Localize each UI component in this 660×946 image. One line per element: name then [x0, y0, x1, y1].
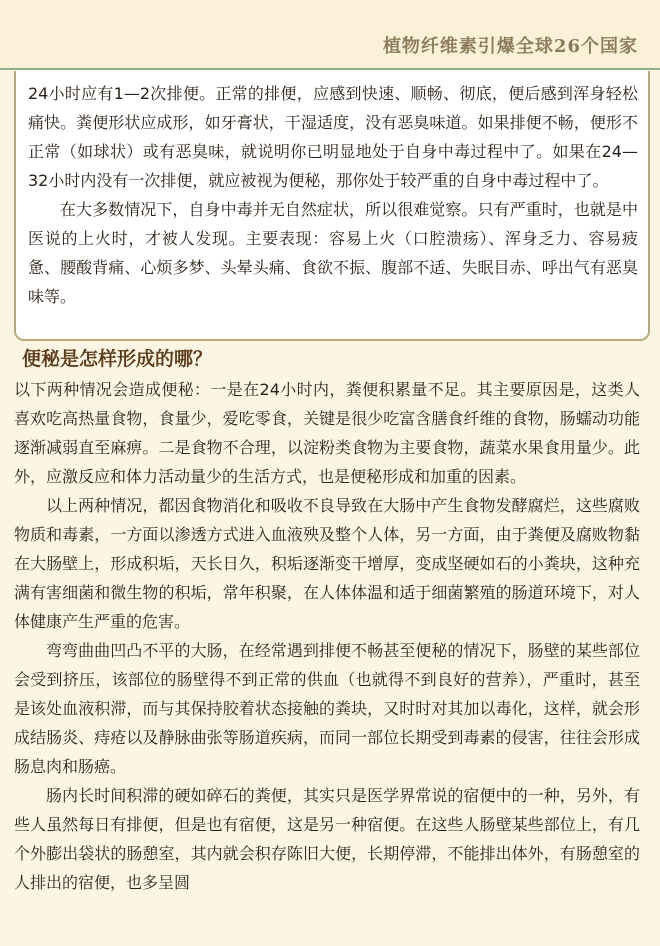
header-divider	[0, 68, 660, 70]
intro-paragraph: 在大多数情况下，自身中毒并无自然症状，所以很难觉察。只有严重时，也就是中医说的上火时，才被人发现。主要表现：容易上火（口腔溃疡）、浑身乏力、容易疲惫、腰酸背痛、心烦多梦、头晕头痛、食欲不振、腹部不适、失眠目赤、呼出气有恶臭味等。	[28, 200, 638, 306]
body-paragraph: 肠内长时间积滞的硬如碎石的粪便，其实只是医学界常说的宿便中的一种，另外，有些人虽然每日有排便，但是也有宿便，这是另一种宿便。在这些人肠壁某些部位上，有几个外膨出袋状的肠憩室，其内就会积存陈旧大便，长期停滞，不能排出体外，有肠憩室的人排出的宿便，也多呈圆	[14, 786, 640, 892]
body-paragraph: 弯弯曲曲凹凸不平的大肠，在经常遇到排便不畅甚至便秘的情况下，肠壁的某些部位会受到挤压，该部位的肠壁得不到正常的供血（也就得不到良好的营养），严重时，甚至是该处血液积滞，而与其保持胶着状态接触的粪块，又时时对其加以毒化，这样，就会形成结肠炎、痔疮以及静脉曲张等肠道疾病，而同一部位长期受到毒素的侵害，往往会形成肠息肉和肠癌。	[14, 641, 640, 776]
intro-panel	[14, 71, 650, 341]
intro-paragraph: 24小时应有1—2次排便。正常的排便，应感到快速、顺畅、彻底，便后感到浑身轻松痛快。粪便形状应成形，如牙膏状，干湿适度，没有恶臭味道。如果排便不畅，便形不正常（如球状）或有恶臭味，就说明你已明显地处于自身中毒过程中了。如果在24—32小时内没有一次排便，就应被视为便秘，那你处于较严重的自身中毒过程中了。	[28, 84, 638, 190]
body-paragraph: 以下两种情况会造成便秘：一是在24小时内，粪便积累量不足。其主要原因是，这类人喜欢吃高热量食物，食量少，爱吃零食，关键是很少吃富含膳食纤维的食物，肠蠕动功能逐渐减弱直至麻痹。二是食物不合理，以淀粉类食物为主要食物，蔬菜水果食用量少。此外，应激反应和体力活动量少的生活方式，也是便秘形成和加重的因素。	[14, 380, 640, 486]
header-title: 植物纤维素引爆全球26个国家	[382, 36, 638, 57]
body-paragraph: 以上两种情况，都因食物消化和吸收不良导致在大肠中产生食物发酵腐烂，这些腐败物质和毒素，一方面以渗透方式进入血液殃及整个人体，另一方面，由于粪便及腐败物黏在大肠壁上，形成积垢，天长日久，积垢逐渐变干增厚，变成坚硬如石的小粪块，这种充满有害细菌和微生物的积垢，常年积聚，在人体体温和适于细菌繁殖的肠道环境下，对人体健康产生严重的危害。	[14, 496, 640, 631]
section-body	[14, 375, 640, 897]
section-heading: 便秘是怎样形成的哪？	[22, 348, 213, 370]
page-header	[0, 0, 660, 70]
